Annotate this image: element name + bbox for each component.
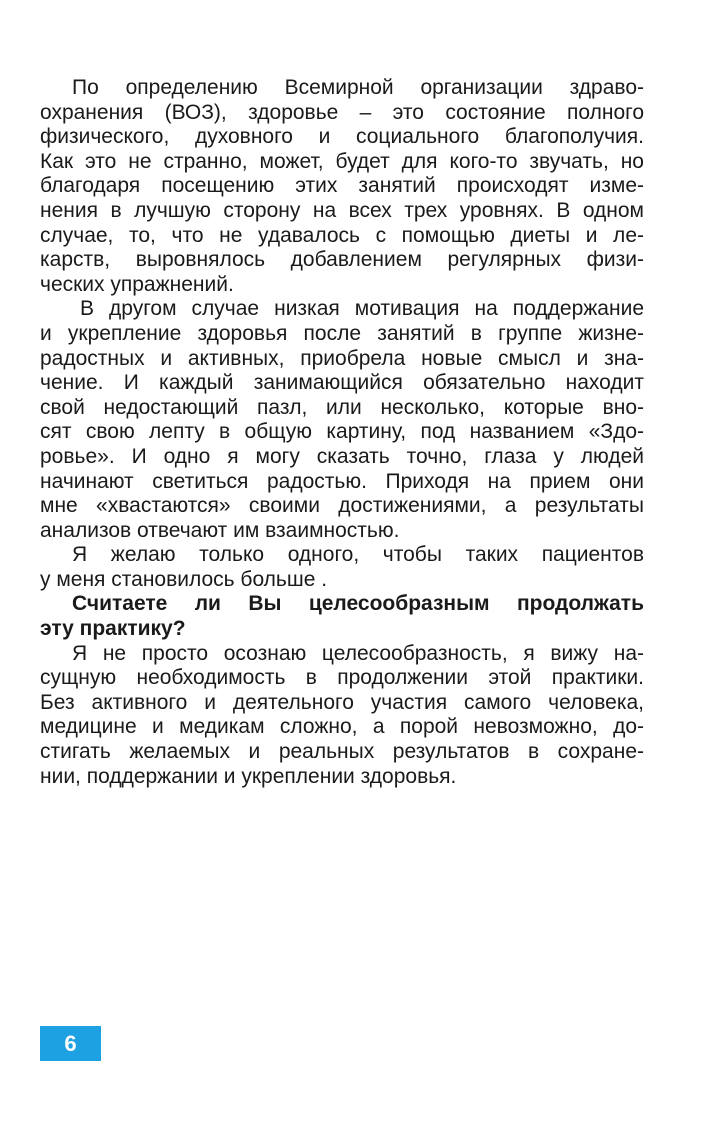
paragraph-answer — [40, 642, 644, 790]
page-body — [40, 76, 644, 789]
text-line: Я не просто осознаю целесообразность, я вижу на- — [72, 641, 644, 665]
text-line: благодаря посещению этих занятий происходят изме- — [40, 174, 644, 198]
text-line: мне «хвастаются» своими достижениями, а результаты — [40, 494, 644, 518]
text-line: сущную необходимость в продолжении этой практики. — [40, 666, 644, 690]
text-line: случае, то, что не удавалось с помощью диеты и ле- — [40, 223, 644, 247]
text-line: радостных и активных, приобрела новые смысл и зна- — [40, 346, 644, 370]
text-line: В другом случае низкая мотивация на поддержание — [80, 297, 644, 321]
text-line: Без активного и деятельного участия самого человека, — [40, 690, 644, 714]
paragraph-who-definition — [40, 76, 644, 297]
text-line: сят свою лепту в общую картину, под названием «Здо- — [40, 420, 644, 444]
text-line: чение. И каждый занимающийся обязательно находит — [40, 371, 644, 395]
text-line: физического, духовного и социального благополучия. — [40, 125, 644, 149]
text-line: Я желаю только одного, чтобы таких пациентов — [72, 543, 644, 567]
text-line: анализов отвечают им взаимностью. — [40, 518, 400, 542]
text-line: у меня становилось больше . — [40, 567, 328, 591]
text-line: свой недостающий пазл, или несколько, которые вно- — [40, 395, 644, 419]
question-heading — [40, 592, 644, 641]
text-line: нения в лучшую сторону на всех трех уровнях. В одном — [40, 198, 644, 222]
text-line: ческих упражнений. — [40, 272, 234, 296]
text-line: ровье». И одно я могу сказать точно, глаза у людей — [40, 444, 644, 468]
text-line: и укрепление здоровья после занятий в группе жизне- — [40, 321, 644, 345]
text-line: охранения (ВОЗ), здоровье – это состояние полного — [40, 100, 644, 124]
text-line: медицине и медикам сложно, а порой невозможно, до- — [40, 715, 644, 739]
text-line: нии, поддержании и укреплении здоровья. — [40, 764, 457, 788]
question-line: Считаете ли Вы целесообразным продолжать — [72, 592, 644, 616]
text-line: стигать желаемых и реальных результатов в сохране- — [40, 740, 644, 764]
question-line: эту практику? — [40, 617, 186, 641]
text-line: начинают светиться радостью. Приходя на прием они — [40, 469, 644, 493]
paragraph-motivation — [40, 297, 644, 543]
text-line: По определению Всемирной организации здраво- — [72, 76, 644, 99]
paragraph-wish — [40, 543, 644, 592]
text-line: карств, выровнялось добавлением регулярных физи- — [40, 248, 644, 272]
page-number-badge: 6 — [40, 1026, 101, 1061]
text-line: Как это не странно, может, будет для кого-то звучать, но — [40, 149, 644, 173]
